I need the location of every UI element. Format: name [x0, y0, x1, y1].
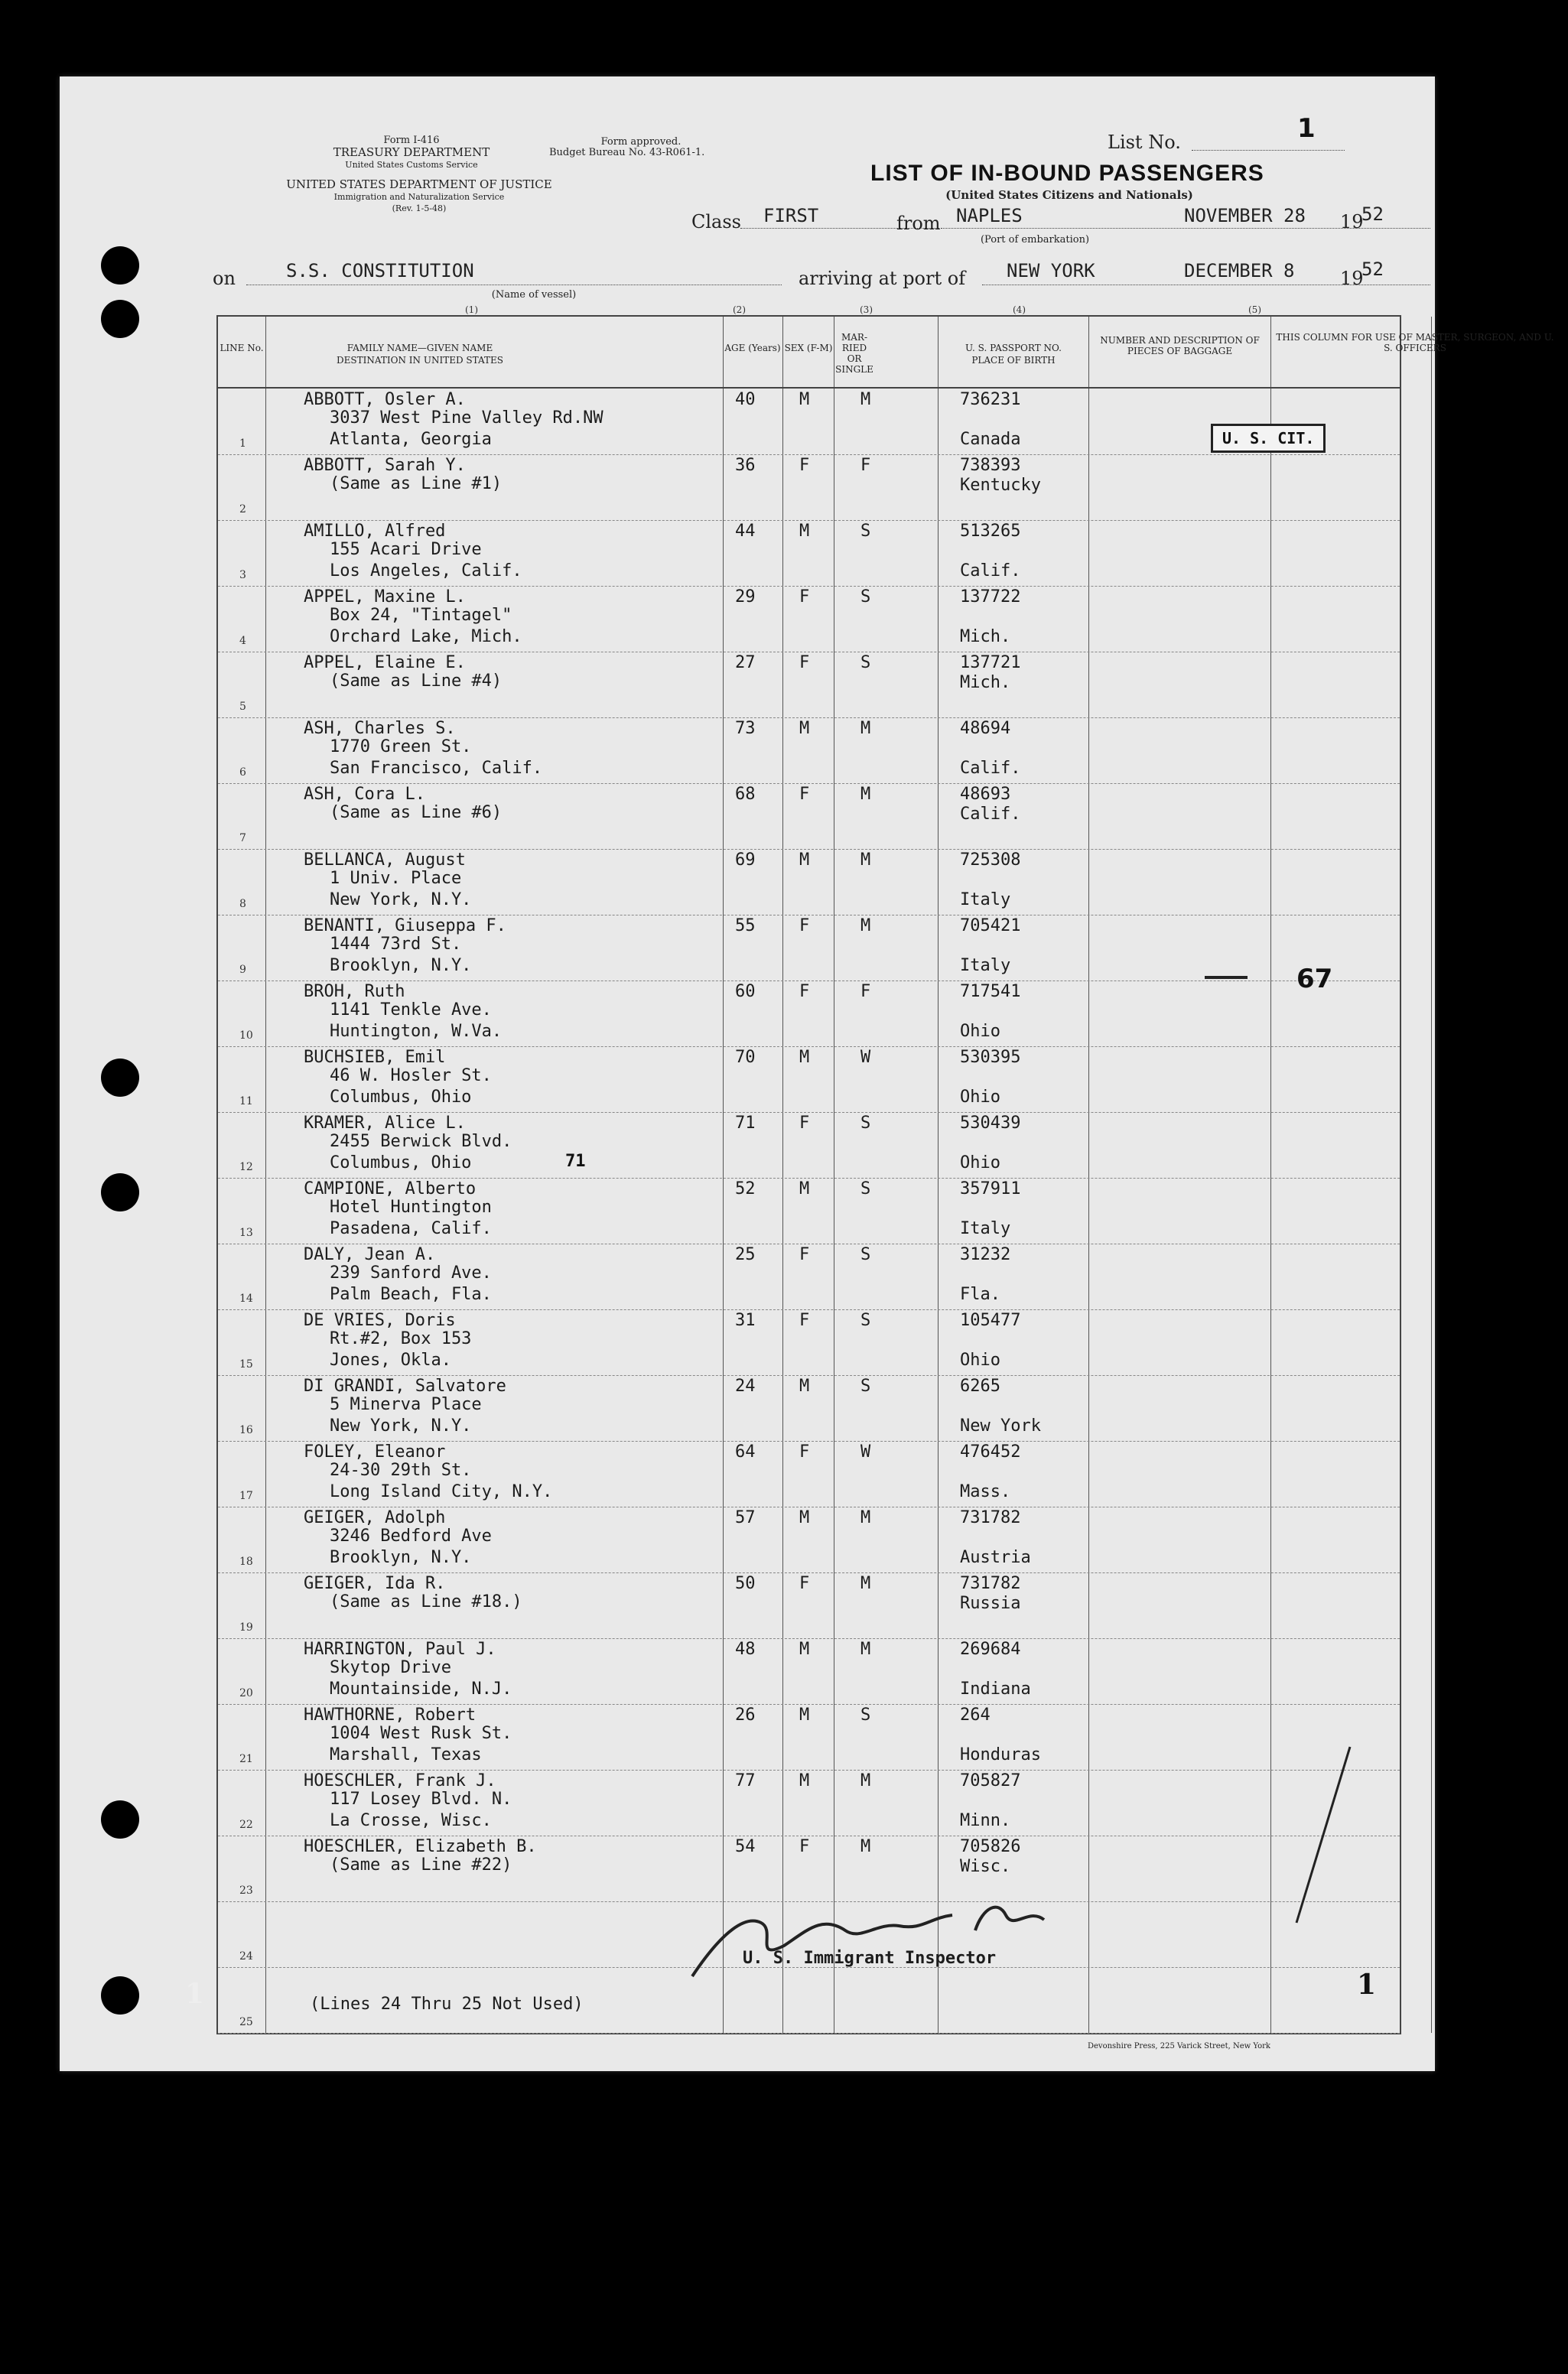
age-value: 68: [735, 785, 756, 804]
header-name: FAMILY NAME—GIVEN NAME: [346, 343, 493, 353]
birth-place: Italy: [960, 1219, 1011, 1238]
marital-status: S: [860, 587, 871, 607]
address-line-1: 1 Univ. Place: [330, 869, 462, 888]
table-row: [218, 1441, 1400, 1507]
sex-value: F: [799, 587, 810, 607]
address-line-2: Columbus, Ohio: [330, 1153, 472, 1172]
birth-place: Ohio: [960, 1088, 1000, 1107]
line-number: 12: [239, 1161, 253, 1173]
marital-status: M: [860, 1574, 871, 1593]
header-married: MAR-RIED OR SINGLE: [835, 332, 873, 375]
table-row: [218, 783, 1400, 850]
header-age: AGE (Years): [724, 343, 781, 353]
marital-status: M: [860, 1837, 871, 1856]
class-value: FIRST: [763, 205, 819, 226]
sex-value: M: [799, 390, 810, 409]
on-label: on: [213, 268, 236, 289]
inspector-label: U. S. Immigrant Inspector: [743, 1949, 997, 1968]
sex-value: F: [799, 982, 810, 1001]
birth-place: Calif.: [960, 561, 1021, 580]
sex-value: M: [799, 1706, 810, 1725]
passport-number: 738393: [960, 456, 1021, 475]
age-value: 44: [735, 522, 756, 541]
passport-number: 530439: [960, 1114, 1021, 1133]
birth-place: Kentucky: [960, 476, 1041, 495]
passport-number: 705421: [960, 916, 1021, 935]
age-value: 50: [735, 1574, 756, 1593]
passport-number: 48693: [960, 785, 1011, 804]
passport-number: 6265: [960, 1377, 1000, 1396]
line-number: 15: [239, 1358, 253, 1371]
address-line-1: 1004 West Rusk St.: [330, 1724, 512, 1743]
birth-place: Austria: [960, 1548, 1031, 1567]
passenger-name: BUCHSIEB, Emil: [304, 1048, 446, 1067]
from-label: from: [896, 213, 941, 234]
sex-value: M: [799, 1508, 810, 1527]
vessel-caption: (Name of vessel): [491, 289, 577, 301]
line-number: 13: [239, 1227, 253, 1239]
form-title: LIST OF IN-BOUND PASSENGERS: [870, 161, 1264, 186]
sex-value: M: [799, 1048, 810, 1067]
class-label: Class: [691, 211, 741, 233]
birth-place: Ohio: [960, 1022, 1000, 1041]
marital-status: F: [860, 982, 871, 1001]
address-line-2: New York, N.Y.: [330, 1416, 472, 1436]
form-number: Form I-416: [383, 135, 440, 146]
birth-place: Minn.: [960, 1811, 1011, 1830]
marital-status: S: [860, 1311, 871, 1330]
table-row: [218, 1112, 1400, 1179]
address-line-2: Columbus, Ohio: [330, 1088, 472, 1107]
marital-status: W: [860, 1048, 871, 1067]
birth-place: Honduras: [960, 1745, 1041, 1764]
age-value: 64: [735, 1442, 756, 1462]
arrival-port: NEW YORK: [1007, 260, 1095, 281]
birth-place: Ohio: [960, 1351, 1000, 1370]
table-row: [218, 1178, 1400, 1244]
embark-date: NOVEMBER 28: [1184, 205, 1306, 226]
passport-number: 731782: [960, 1574, 1021, 1593]
age-value: 69: [735, 850, 756, 870]
punch-hole: [101, 1976, 139, 2015]
birth-place: Mass.: [960, 1482, 1011, 1501]
sex-value: F: [799, 916, 810, 935]
passenger-name: DALY, Jean A.: [304, 1245, 436, 1264]
address-line-2: La Crosse, Wisc.: [330, 1811, 492, 1830]
passenger-name: FOLEY, Eleanor: [304, 1442, 446, 1462]
passenger-name: HOESCHLER, Frank J.: [304, 1771, 496, 1790]
arrival-year: 52: [1361, 259, 1384, 280]
line-number: 25: [239, 2016, 253, 2028]
age-value: 55: [735, 916, 756, 935]
passenger-name: GEIGER, Ida R.: [304, 1574, 446, 1593]
arriving-label: arriving at port of: [799, 268, 966, 289]
passenger-name: ASH, Charles S.: [304, 719, 456, 738]
line-number: 7: [239, 832, 246, 844]
sex-value: M: [799, 719, 810, 738]
marital-status: S: [860, 1377, 871, 1396]
passenger-name: BROH, Ruth: [304, 982, 405, 1001]
age-value: 54: [735, 1837, 756, 1856]
line-number: 23: [239, 1885, 253, 1897]
marital-status: M: [860, 850, 871, 870]
marital-status: M: [860, 916, 871, 935]
address-line-1: 1444 73rd St.: [330, 935, 462, 954]
address-line-1: 117 Losey Blvd. N.: [330, 1790, 512, 1809]
list-no-line: [1192, 150, 1345, 151]
line-number: 3: [239, 569, 246, 581]
sex-value: F: [799, 456, 810, 475]
address-line-1: 46 W. Hosler St.: [330, 1066, 492, 1085]
table-row: [218, 1046, 1400, 1113]
line-number: 17: [239, 1490, 253, 1502]
passenger-name: KRAMER, Alice L.: [304, 1114, 466, 1133]
line-number: 14: [239, 1293, 253, 1305]
passenger-name: AMILLO, Alfred: [304, 522, 446, 541]
line-number: 19: [239, 1621, 253, 1634]
address-line-2: Long Island City, N.Y.: [330, 1482, 553, 1501]
from-value: NAPLES: [956, 205, 1023, 226]
passport-number: 705827: [960, 1771, 1021, 1790]
age-value: 31: [735, 1311, 756, 1330]
address-line-1: (Same as Line #1): [330, 474, 503, 493]
address-line-1: 1141 Tenkle Ave.: [330, 1000, 492, 1020]
line-number: 18: [239, 1556, 253, 1568]
marital-status: S: [860, 1179, 871, 1198]
passport-number: 264: [960, 1706, 991, 1725]
line-number: 22: [239, 1819, 253, 1831]
table-row: [218, 717, 1400, 784]
passenger-name: APPEL, Maxine L.: [304, 587, 466, 607]
marital-status: M: [860, 719, 871, 738]
birth-place: Ohio: [960, 1153, 1000, 1172]
address-line-2: San Francisco, Calif.: [330, 759, 543, 778]
table-row: [218, 1704, 1400, 1771]
table-row: [218, 849, 1400, 915]
passport-number: 48694: [960, 719, 1011, 738]
address-line-2: Brooklyn, N.Y.: [330, 956, 472, 975]
passport-number: 357911: [960, 1179, 1021, 1198]
birth-place: Mich.: [960, 627, 1011, 646]
header-passport: U. S. PASSPORT NO.: [965, 343, 1062, 353]
passport-number: 137721: [960, 653, 1021, 672]
sex-value: F: [799, 1245, 810, 1264]
arrival-year-prefix: 19: [1340, 268, 1364, 289]
birth-place: Russia: [960, 1594, 1021, 1613]
address-line-1: 155 Acari Drive: [330, 540, 482, 559]
marital-status: S: [860, 522, 871, 541]
passport-number: 731782: [960, 1508, 1021, 1527]
passenger-name: DE VRIES, Doris: [304, 1311, 456, 1330]
port-embark-caption: (Port of embarkation): [980, 234, 1090, 246]
table-row: [218, 454, 1400, 521]
passenger-name: DI GRANDI, Salvatore: [304, 1377, 506, 1396]
age-value: 52: [735, 1179, 756, 1198]
address-line-2: Marshall, Texas: [330, 1745, 482, 1764]
header-officers: THIS COLUMN FOR USE OF MASTER, SURGEON, AND U. S. OFFICERS: [1276, 332, 1554, 353]
treasury-dept: TREASURY DEPARTMENT: [333, 145, 490, 159]
justice-dept: UNITED STATES DEPARTMENT OF JUSTICE: [286, 177, 552, 191]
col-number-2: (2): [733, 304, 746, 315]
sex-value: M: [799, 850, 810, 870]
address-line-2: Brooklyn, N.Y.: [330, 1548, 472, 1567]
passport-number: 105477: [960, 1311, 1021, 1330]
line-number: 5: [239, 701, 246, 713]
marital-status: M: [860, 785, 871, 804]
line-number: 4: [239, 635, 246, 647]
age-value: 77: [735, 1771, 756, 1790]
embark-year: 52: [1361, 203, 1384, 225]
passenger-name: ASH, Cora L.: [304, 785, 425, 804]
passport-number: 705826: [960, 1837, 1021, 1856]
list-no-value: 1: [1297, 113, 1316, 144]
address-line-1: (Same as Line #6): [330, 803, 503, 822]
table-row: [218, 652, 1400, 718]
address-line-1: 24-30 29th St.: [330, 1461, 472, 1480]
address-line-2: Atlanta, Georgia: [330, 430, 492, 449]
handwritten-count: 67: [1296, 964, 1333, 994]
line-number: 24: [239, 1950, 253, 1963]
marital-status: S: [860, 1706, 871, 1725]
passenger-name: GEIGER, Adolph: [304, 1508, 446, 1527]
sex-value: F: [799, 1442, 810, 1462]
embark-year-prefix: 19: [1340, 211, 1364, 233]
ins-service: Immigration and Naturalization Service: [333, 192, 505, 202]
age-value: 57: [735, 1508, 756, 1527]
col-number-5: (5): [1248, 304, 1261, 315]
passenger-name: ABBOTT, Osler A.: [304, 390, 466, 409]
age-value: 48: [735, 1640, 756, 1659]
line-number: 9: [239, 964, 246, 976]
punch-hole: [101, 1173, 139, 1211]
passenger-name: HARRINGTON, Paul J.: [304, 1640, 496, 1659]
address-line-2: Palm Beach, Fla.: [330, 1285, 492, 1304]
age-value: 24: [735, 1377, 756, 1396]
page-number-left: 1: [185, 1978, 205, 2010]
birth-place: Canada: [960, 430, 1021, 449]
age-value: 73: [735, 719, 756, 738]
header-destination: DESTINATION IN UNITED STATES: [337, 355, 503, 366]
marital-status: S: [860, 1245, 871, 1264]
address-line-1: 239 Sanford Ave.: [330, 1263, 492, 1283]
address-line-1: (Same as Line #4): [330, 672, 503, 691]
sex-value: M: [799, 1771, 810, 1790]
vessel-name: S.S. CONSTITUTION: [286, 260, 474, 281]
birth-place: Wisc.: [960, 1857, 1011, 1876]
line-number: 2: [239, 503, 246, 515]
line-number: 10: [239, 1029, 253, 1042]
age-value: 71: [735, 1114, 756, 1133]
marital-status: M: [860, 1508, 871, 1527]
age-value: 70: [735, 1048, 756, 1067]
table-row: [218, 980, 1400, 1047]
passport-number: 31232: [960, 1245, 1011, 1264]
list-no-label: List No.: [1108, 132, 1181, 153]
passenger-name: CAMPIONE, Alberto: [304, 1179, 477, 1198]
arrival-date: DECEMBER 8: [1184, 260, 1295, 281]
sex-value: F: [799, 1574, 810, 1593]
table-row: [218, 1638, 1400, 1705]
header-line-no: LINE No.: [220, 343, 264, 353]
header-sex: SEX (F-M): [784, 343, 833, 353]
birth-place: Mich.: [960, 673, 1011, 692]
budget-bureau: Budget Bureau No. 43-R061-1.: [549, 147, 705, 158]
birth-place: Calif.: [960, 759, 1021, 778]
age-value: 29: [735, 587, 756, 607]
passenger-name: ABBOTT, Sarah Y.: [304, 456, 466, 475]
address-line-1: Rt.#2, Box 153: [330, 1329, 472, 1348]
line-number: 20: [239, 1687, 253, 1699]
line-number: 21: [239, 1753, 253, 1765]
birth-place: Fla.: [960, 1285, 1000, 1304]
passenger-name: HOESCHLER, Elizabeth B.: [304, 1837, 537, 1856]
marital-status: M: [860, 1771, 871, 1790]
table-row: [218, 520, 1400, 587]
passport-number: 476452: [960, 1442, 1021, 1462]
birth-place: Calif.: [960, 805, 1021, 824]
address-line-1: Skytop Drive: [330, 1658, 451, 1677]
passport-number: 736231: [960, 390, 1021, 409]
address-line-1: (Same as Line #18.): [330, 1592, 522, 1611]
passport-number: 269684: [960, 1640, 1021, 1659]
sex-value: F: [799, 653, 810, 672]
col-number-1: (1): [465, 304, 478, 315]
age-value: 60: [735, 982, 756, 1001]
punch-hole: [101, 1800, 139, 1839]
sex-value: M: [799, 1179, 810, 1198]
marital-status: M: [860, 390, 871, 409]
sex-value: M: [799, 1640, 810, 1659]
address-line-1: 3037 West Pine Valley Rd.NW: [330, 408, 603, 428]
line-number: 6: [239, 766, 246, 779]
sex-value: F: [799, 785, 810, 804]
address-line-2: Mountainside, N.J.: [330, 1680, 512, 1699]
form-revision: (Rev. 1-5-48): [392, 203, 447, 213]
sex-value: F: [799, 1114, 810, 1133]
age-value: 25: [735, 1245, 756, 1264]
passenger-name: APPEL, Elaine E.: [304, 653, 466, 672]
line-number: 8: [239, 898, 246, 910]
marital-status: W: [860, 1442, 871, 1462]
pen-stroke: [1274, 1739, 1365, 1930]
table-row: [218, 586, 1400, 652]
address-line-1: 2455 Berwick Blvd.: [330, 1132, 512, 1151]
age-value: 27: [735, 653, 756, 672]
address-line-2: Orchard Lake, Mich.: [330, 627, 522, 646]
punch-hole: [101, 246, 139, 285]
age-value: 40: [735, 390, 756, 409]
passenger-name: HAWTHORNE, Robert: [304, 1706, 477, 1725]
punch-hole: [101, 1059, 139, 1097]
birth-place: Italy: [960, 956, 1011, 975]
customs-service: United States Customs Service: [345, 160, 478, 170]
passport-number: 725308: [960, 850, 1021, 870]
passport-number: 530395: [960, 1048, 1021, 1067]
form-subtitle: (United States Citizens and Nationals): [945, 188, 1193, 202]
passenger-name: BENANTI, Giuseppa F.: [304, 916, 506, 935]
line-number: 16: [239, 1424, 253, 1436]
table-row: [218, 1507, 1400, 1573]
col-number-3: (3): [860, 304, 873, 315]
address-line-1: 1770 Green St.: [330, 737, 472, 756]
kramer-age-note: 71: [565, 1152, 586, 1171]
marital-status: S: [860, 1114, 871, 1133]
passport-number: 137722: [960, 587, 1021, 607]
punch-hole: [101, 300, 139, 338]
lines-not-used-note: (Lines 24 Thru 25 Not Used): [310, 1995, 584, 2014]
address-line-2: Los Angeles, Calif.: [330, 561, 522, 580]
address-line-1: Hotel Huntington: [330, 1198, 492, 1217]
address-line-2: Jones, Okla.: [330, 1351, 451, 1370]
sex-value: F: [799, 1311, 810, 1330]
address-line-2: New York, N.Y.: [330, 890, 472, 909]
birth-place: Indiana: [960, 1680, 1031, 1699]
address-line-1: 3246 Bedford Ave: [330, 1527, 492, 1546]
table-row: [218, 1375, 1400, 1442]
address-line-1: 5 Minerva Place: [330, 1395, 482, 1414]
age-value: 36: [735, 456, 756, 475]
page-number-right: 1: [1357, 1969, 1377, 2001]
address-line-1: Box 24, "Tintagel": [330, 606, 512, 625]
birth-place: New York: [960, 1416, 1041, 1436]
line-number: 11: [239, 1095, 253, 1107]
passenger-name: BELLANCA, August: [304, 850, 466, 870]
passenger-table: [216, 315, 1554, 2034]
form-approved: Form approved.: [600, 136, 682, 148]
table-row: [218, 1244, 1400, 1310]
age-value: 26: [735, 1706, 756, 1725]
birth-place: Italy: [960, 890, 1011, 909]
marital-status: F: [860, 456, 871, 475]
marital-status: M: [860, 1640, 871, 1659]
table-row: [218, 915, 1400, 981]
sex-value: F: [799, 1837, 810, 1856]
header-baggage: NUMBER AND DESCRIPTION OF PIECES OF BAGGAGE: [1100, 335, 1260, 356]
table-row: [218, 1572, 1400, 1639]
us-citizen-stamp: U. S. CIT.: [1211, 424, 1326, 453]
marital-status: S: [860, 653, 871, 672]
sex-value: M: [799, 1377, 810, 1396]
address-line-2: Pasadena, Calif.: [330, 1219, 492, 1238]
table-row: [218, 1770, 1400, 1836]
dash-mark: [1205, 976, 1248, 979]
address-line-2: Huntington, W.Va.: [330, 1022, 503, 1041]
sex-value: M: [799, 522, 810, 541]
table-row: [218, 1309, 1400, 1376]
passport-number: 513265: [960, 522, 1021, 541]
line-number: 1: [239, 437, 246, 450]
col-number-4: (4): [1013, 304, 1026, 315]
printer-credit: Devonshire Press, 225 Varick Street, New York: [1088, 2042, 1270, 2050]
inspector-signature: [677, 1885, 1075, 1992]
address-line-1: (Same as Line #22): [330, 1855, 512, 1875]
header-birthplace: PLACE OF BIRTH: [971, 355, 1056, 366]
passport-number: 717541: [960, 982, 1021, 1001]
